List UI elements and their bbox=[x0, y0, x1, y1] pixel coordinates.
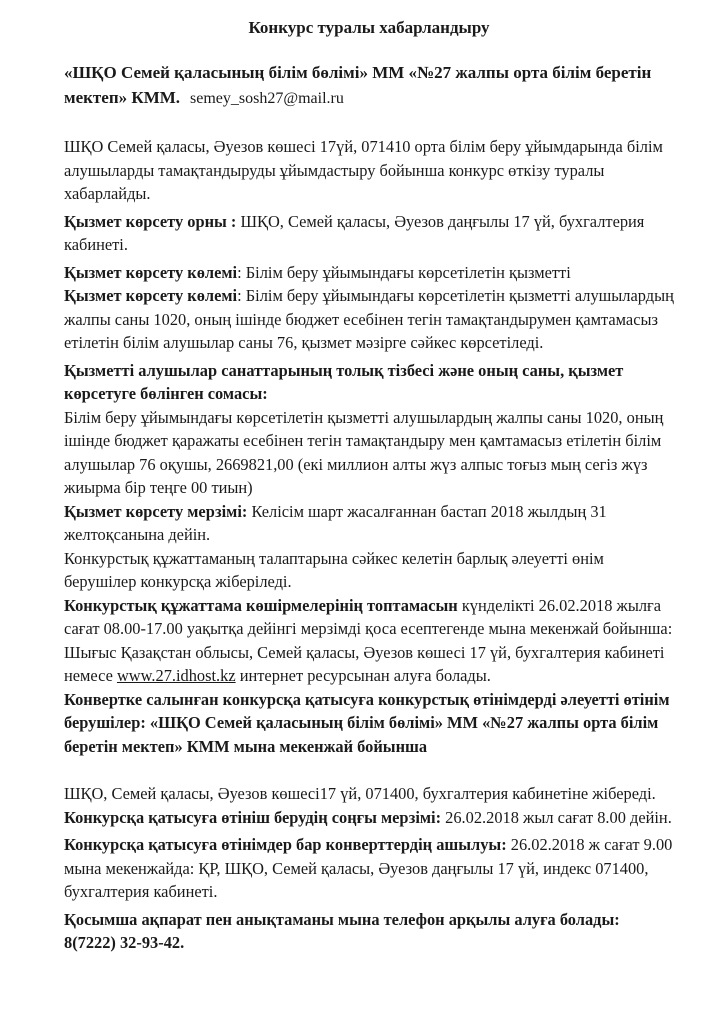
contact-phone: 8(7222) 32-93-42. bbox=[64, 933, 185, 952]
categories-text: Білім беру ұйымындағы көрсетілетін қызметті алушылардың жалпы саны 1020, оның ішінде бюджет қаражаты есебінен тегін тамақтандыру мен қамтамасыз етілетін білім алушылар 76 оқушы, 2669821,00 (екі миллион алты жүз алпыс тоғыз мың сегіз жүз жиырма бір теңге 00 тиын) bbox=[64, 407, 664, 497]
categories-heading: Қызметті алушылар санаттарының толық тізбесі және оның саны, қызмет көрсетуге бөлінген сомасы: bbox=[64, 360, 624, 403]
organization-name: «ШҚО Семей қаласының білім бөлімі» ММ «№27 жалпы орта білім беретін мектеп» КММ. bbox=[64, 63, 652, 107]
service-place-text: ШҚО, Семей қаласы, Әуезов даңғылы 17 үй, бухгалтерия кабинеті. bbox=[64, 211, 645, 254]
service-volume-1-label: Қызмет көрсету көлемі bbox=[64, 262, 238, 282]
documents-paragraph bbox=[64, 594, 674, 688]
website-link[interactable]: www.27.idhost.kz bbox=[116, 666, 236, 685]
documents-tail: интернет ресурсынан алуға болады. bbox=[235, 666, 491, 685]
deadline-paragraph bbox=[64, 806, 674, 830]
admission-paragraph: Конкурстық құжаттаманың талаптарына сәйкес келетін барлық әлеуетті өнім берушілер конкурсқа жіберіледі. bbox=[64, 548, 604, 591]
address-paragraph: ШҚО, Семей қаласы, Әуезов көшесі17 үй, 071400, бухгалтерия кабинетіне жібереді. bbox=[64, 784, 656, 803]
opening-paragraph bbox=[64, 833, 674, 904]
documents-text: күнделікті 26.02.2018 жылға сағат 08.00-17.00 уақытқа дейінгі мерзімді қоса есептегенде мына мекенжай бойынша: Шығыс Қазақстан облысы, Семей қаласы, Әуезов көшесі 17 үй, бухгалтерия кабинеті немесе bbox=[64, 595, 673, 685]
organization-line bbox=[64, 60, 674, 111]
deadline-label: Конкурсқа қатысуға өтініш берудің соңғы мерзімі: bbox=[64, 807, 442, 827]
contact-paragraph bbox=[64, 908, 674, 955]
service-volume-2 bbox=[64, 284, 674, 355]
service-term bbox=[64, 500, 674, 547]
intro-paragraph: ШҚО Семей қаласы, Әуезов көшесі 17үй, 071410 орта білім беру ұйымдарында білім алушыларды тамақтандыруды ұйымдастыру бойынша конкурс өткізу туралы хабарлайды. bbox=[64, 137, 663, 203]
service-term-label: Қызмет көрсету мерзімі: bbox=[64, 501, 248, 521]
service-volume-1 bbox=[64, 261, 674, 285]
deadline-text: 26.02.2018 жыл сағат 8.00 дейін. bbox=[441, 807, 672, 827]
service-volume-2-text: : Білім беру ұйымындағы көрсетілетін қызметті алушылардың жалпы саны 1020, оның ішінде бюджет есебінен тегін тамақтандырумен қамтамасыз етілетін білім алушылар саны 76, қызмет мәзірге сәйкес көрсетіледі. bbox=[64, 286, 674, 352]
organization-email: semey_sosh27@mail.ru bbox=[190, 90, 344, 107]
documents-label: Конкурстық құжаттама көшірмелерінің топтамасын bbox=[64, 595, 458, 615]
service-volume-2-label: Қызмет көрсету көлемі bbox=[64, 286, 238, 305]
envelope-paragraph: Конвертке салынған конкурсқа қатысуға конкурстық өтінімдерді әлеуетті өтінім берушілер: «ШҚО Семей қаласының білім бөлімі» ММ «№27 жалпы орта білім беретін мектеп» КММ мына мекенжай бойынша bbox=[64, 689, 670, 756]
service-volume-1-text: : Білім беру ұйымындағы көрсетілетін қызметті bbox=[237, 262, 571, 282]
contact-label: Қосымша ақпарат пен анықтаманы мына телефон арқылы алуға болады: bbox=[64, 909, 620, 929]
service-term-text: Келісім шарт жасалғаннан бастап 2018 жылдың 31 желтоқсанына дейін. bbox=[64, 501, 607, 544]
service-place-label: Қызмет көрсету орны : bbox=[64, 211, 237, 231]
document-title: Конкурс туралы хабарландыру bbox=[248, 18, 490, 37]
opening-text: 26.02.2018 ж сағат 9.00 мына мекенжайда: ҚР, ШҚО, Семей қаласы, Әуезов даңғылы 17 үй, индекс 071400, бухгалтерия кабинеті. bbox=[64, 835, 673, 901]
opening-label: Конкурсқа қатысуға өтінімдер бар конверттердің ашылуы: bbox=[64, 835, 507, 854]
service-place bbox=[64, 210, 674, 257]
